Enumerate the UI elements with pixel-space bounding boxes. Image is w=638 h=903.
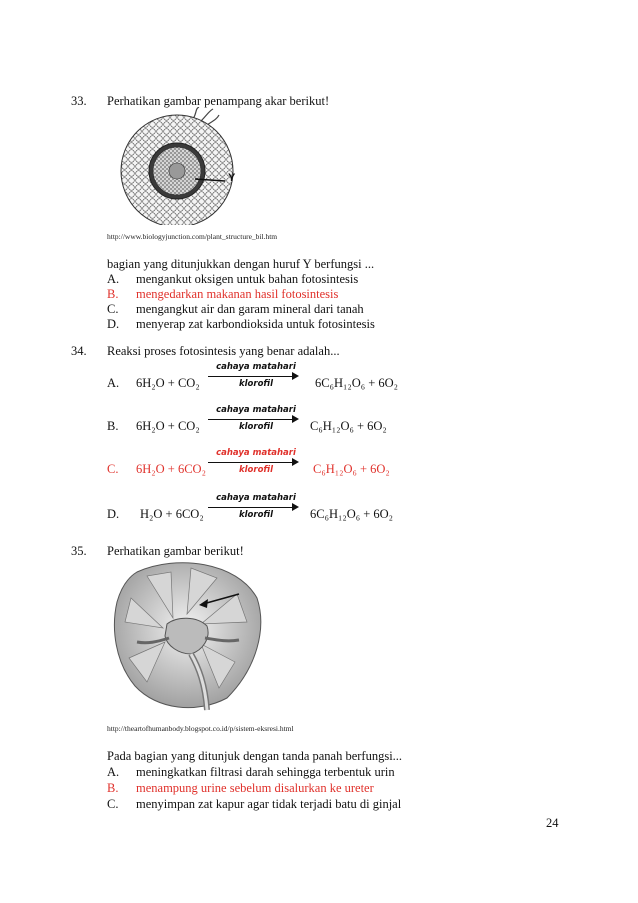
q34-option-right-d: 6C₆H₁₂O₆ + 6O₂ (310, 507, 394, 521)
q33-option-text-c: mengangkut air dan garam mineral dari tanah (136, 302, 364, 316)
arrow-label-bottom-c: klorofil (238, 465, 274, 475)
arrow-label-bottom-d: klorofil (238, 510, 274, 520)
q33-option-letter-a: A. (107, 272, 120, 286)
arrow-label-top-a: cahaya matahari (216, 362, 296, 372)
reaction-arrow-b (208, 419, 296, 420)
q34-option-right-b: C₆H₁₂O₆ + 6O₂ (310, 419, 387, 433)
arrow-label-top-c: cahaya matahari (216, 448, 296, 458)
q33-source-link[interactable]: http://www.biologyjunction.com/plant_structure_bil.htm (107, 232, 278, 241)
q34-option-left-c: 6H₂O + 6CO₂ (136, 462, 206, 476)
q34-option-letter-d: D. (107, 507, 120, 521)
q34-prompt: Reaksi proses fotosintesis yang benar adalah... (107, 344, 340, 358)
figure-label-y: Y (228, 172, 236, 184)
q35-number: 35. (71, 544, 87, 558)
q35-option-letter-c: C. (107, 797, 119, 811)
q33-prompt: Perhatikan gambar penampang akar berikut! (107, 94, 330, 108)
reaction-arrow-c (208, 462, 296, 463)
page-number: 24 (546, 816, 559, 830)
q34-option-left-d: H₂O + 6CO₂ (140, 507, 204, 521)
q35-stem: Pada bagian yang ditunjuk dengan tanda panah berfungsi... (107, 749, 403, 763)
q35-option-letter-b: B. (107, 781, 119, 795)
q33-option-text-a: mengankut oksigen untuk bahan fotosintesis (136, 272, 359, 286)
q34-option-letter-b: B. (107, 419, 119, 433)
q35-prompt: Perhatikan gambar berikut! (107, 544, 244, 558)
root-cross-section-image (107, 107, 257, 225)
arrow-label-bottom-a: klorofil (238, 379, 274, 389)
q34-option-right-a: 6C₆H₁₂O₆ + 6O₂ (315, 376, 399, 390)
q33-option-text-d: menyerap zat karbondioksida untuk fotosintesis (136, 317, 375, 331)
arrow-label-bottom-b: klorofil (238, 422, 274, 432)
q35-option-text-a: meningkatkan filtrasi darah sehingga terbentuk urin (136, 765, 395, 779)
q33-option-letter-c: C. (107, 302, 119, 316)
q35-option-letter-a: A. (107, 765, 120, 779)
q33-number: 33. (71, 94, 87, 108)
q33-stem: bagian yang ditunjukkan dengan huruf Y berfungsi ... (107, 257, 375, 271)
reaction-arrow-d (208, 507, 296, 508)
q33-option-text-b: mengedarkan makanan hasil fotosintesis (136, 287, 339, 301)
q35-source-link[interactable]: http://theartofhumanbody.blogspot.co.id/p/sistem-eksresi.html (107, 724, 294, 733)
q34-option-right-c: C₆H₁₂O₆ + 6O₂ (313, 462, 390, 476)
q35-option-text-b: menampung urine sebelum disalurkan ke ureter (136, 781, 374, 795)
arrow-label-top-d: cahaya matahari (216, 493, 296, 503)
reaction-arrow-a (208, 376, 296, 377)
arrow-label-top-b: cahaya matahari (216, 405, 296, 415)
q35-option-text-c: menyimpan zat kapur agar tidak terjadi batu di ginjal (136, 797, 402, 811)
q34-option-letter-c: C. (107, 462, 119, 476)
q34-option-left-a: 6H₂O + CO₂ (136, 376, 200, 390)
q33-option-letter-d: D. (107, 317, 120, 331)
kidney-cross-section-image (107, 558, 267, 714)
q34-option-letter-a: A. (107, 376, 120, 390)
q34-number: 34. (71, 344, 87, 358)
q33-option-letter-b: B. (107, 287, 119, 301)
q34-option-left-b: 6H₂O + CO₂ (136, 419, 200, 433)
